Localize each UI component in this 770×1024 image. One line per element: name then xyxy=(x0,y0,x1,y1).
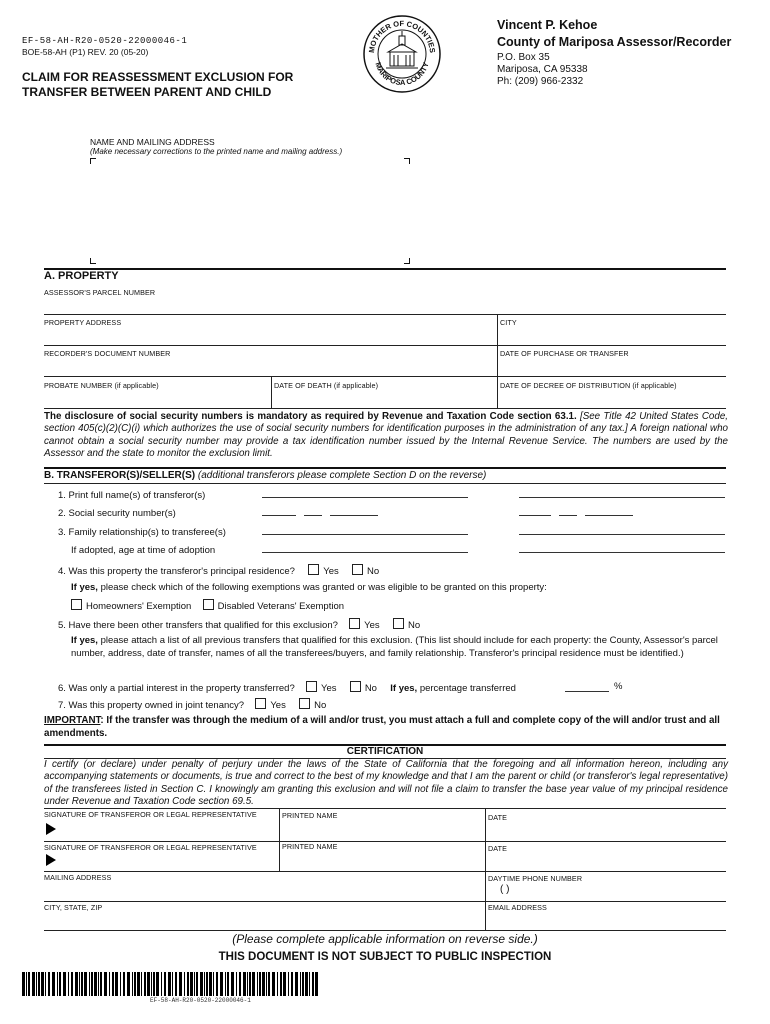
veterans-exemption-label: Disabled Veterans' Exemption xyxy=(217,601,345,612)
daytime-phone-field[interactable] xyxy=(500,884,726,900)
ssn-field-1c[interactable] xyxy=(330,515,378,516)
recorder-document-field[interactable] xyxy=(44,358,496,375)
important-notice xyxy=(44,715,730,740)
relationship-field-1[interactable] xyxy=(262,534,468,535)
city-label: CITY xyxy=(500,318,517,327)
date-death-field[interactable] xyxy=(274,390,496,407)
q4-if-yes: If yes, xyxy=(71,582,98,593)
q7-yes-checkbox[interactable] xyxy=(255,698,266,709)
city-state-zip-label: CITY, STATE, ZIP xyxy=(44,903,103,912)
certification-text: I certify (or declare) under penalty of perjury under the laws of the State of California that the foregoing and all information hereon, including any accompanying statements or documents, is true and correct to the best of my knowledge and that I am the parent or child (or transferor's legal representative) of the transferees listed in Section C. I knowingly am granting this exclusion and will not file a claim to transfer the base year value of my principal residence under Revenue and Taxation Code section 69.5. xyxy=(44,759,728,808)
printed-name-1-field[interactable] xyxy=(282,821,482,840)
form-revision: BOE-58-AH (P1) REV. 20 (05-20) xyxy=(22,47,149,57)
mailing-address-field-label: MAILING ADDRESS xyxy=(44,873,112,882)
question-4-followup xyxy=(71,582,547,593)
mailing-address-label: NAME AND MAILING ADDRESS xyxy=(90,137,215,147)
q5-yes-checkbox[interactable] xyxy=(349,618,360,629)
question-3: 3. Family relationship(s) to transferee(s) xyxy=(58,527,226,538)
q6-no-label: No xyxy=(364,683,377,694)
question-5-row xyxy=(58,618,420,631)
office-address-line1: P.O. Box 35 xyxy=(497,52,550,63)
recorder-document-label: RECORDER'S DOCUMENT NUMBER xyxy=(44,349,171,358)
ssn-disclosure-bold: The disclosure of social security numbers is mandatory as required by Revenue and Taxation Code section 63.1. xyxy=(44,411,577,422)
signature-1-field[interactable] xyxy=(60,820,276,840)
printed-name-2-field[interactable] xyxy=(282,852,482,870)
date-1-field[interactable] xyxy=(488,822,726,840)
form-title-line1: CLAIM FOR REASSESSMENT EXCLUSION FOR xyxy=(22,70,294,84)
parcel-number-field[interactable] xyxy=(44,296,726,314)
question-2: 2. Social security number(s) xyxy=(58,508,176,519)
certification-title: CERTIFICATION xyxy=(346,746,424,757)
signature-2-label: SIGNATURE OF TRANSFEROR OR LEGAL REPRESENTATIVE xyxy=(44,843,257,852)
question-5-followup xyxy=(71,635,735,660)
percent-sign: % xyxy=(614,681,623,692)
signature-2-arrow-icon xyxy=(46,854,56,866)
email-address-label: EMAIL ADDRESS xyxy=(488,903,547,912)
question-3-adopted: If adopted, age at time of adoption xyxy=(71,545,216,556)
important-text: : If the transfer was through the medium of a will and/or trust, you must attach a full and complete copy of the will and/or trust and all amendments. xyxy=(44,715,720,739)
mailing-address-field[interactable] xyxy=(44,882,482,900)
adoption-age-field-1[interactable] xyxy=(262,552,468,553)
q6-no-checkbox[interactable] xyxy=(350,681,361,692)
form-code: EF-58-AH-R20-0520-22000046-1 xyxy=(22,36,188,46)
date-death-label: DATE OF DEATH (if applicable) xyxy=(274,381,379,390)
city-field[interactable] xyxy=(500,327,726,344)
mailing-address-area[interactable] xyxy=(90,158,410,264)
q7-yes-label: Yes xyxy=(270,700,286,711)
question-4: 4. Was this property the transferor's principal residence? xyxy=(58,566,295,577)
section-b-title-text: B. TRANSFEROR(S)/SELLER(S) xyxy=(44,470,196,481)
probate-number-label: PROBATE NUMBER (if applicable) xyxy=(44,381,159,390)
question-1: 1. Print full name(s) of transferor(s) xyxy=(58,490,206,501)
ssn-field-1a[interactable] xyxy=(262,515,296,516)
q7-no-checkbox[interactable] xyxy=(299,698,310,709)
q5-no-label: No xyxy=(407,620,421,631)
barcode xyxy=(22,972,322,998)
homeowners-exemption-checkbox[interactable] xyxy=(71,599,82,610)
question-7: 7. Was this property owned in joint tenancy? xyxy=(58,700,245,711)
mailing-address-note: (Make necessary corrections to the printed name and mailing address.) xyxy=(90,147,343,156)
form-title-line2: TRANSFER BETWEEN PARENT AND CHILD xyxy=(22,85,272,99)
question-4-row xyxy=(58,564,379,577)
section-b-title-note: (additional transferors please complete Section D on the reverse) xyxy=(195,470,487,481)
phone-parens: ( ) xyxy=(500,884,510,895)
veterans-exemption-checkbox[interactable] xyxy=(203,599,214,610)
seal-bottom-text: MARIPOSA COUNTY xyxy=(373,61,431,88)
question-6: 6. Was only a partial interest in the property transferred? xyxy=(58,683,295,694)
q4-yes-label: Yes xyxy=(323,566,339,577)
ssn-field-2b[interactable] xyxy=(559,515,577,516)
percentage-field[interactable] xyxy=(565,691,609,692)
date-decree-label: DATE OF DECREE OF DISTRIBUTION (if applicable) xyxy=(500,381,677,390)
transferor-name-field-2[interactable] xyxy=(519,497,725,498)
ssn-field-2c[interactable] xyxy=(585,515,633,516)
transferor-name-field-1[interactable] xyxy=(262,497,468,498)
ssn-disclosure-text: [See Title 42 United States Code, section 405(c)(2)(C)(i) which authorizes the use of social security numbers for identification purposes in the administration of any tax.] A foreign national who cannot obtain a social security number may provide a tax identification number issued by the Internal Revenue Service. The numbers are used by the Assessor and the state to monitor the exclusion limit. xyxy=(44,411,728,459)
q4-no-label: No xyxy=(367,566,380,577)
date-purchase-field[interactable] xyxy=(500,358,726,375)
question-6-row xyxy=(58,681,516,694)
important-label: IMPORTANT xyxy=(44,715,101,726)
q5-if-yes: If yes, xyxy=(71,635,98,646)
office-phone: Ph: (209) 966-2332 xyxy=(497,76,584,87)
property-address-label: PROPERTY ADDRESS xyxy=(44,318,122,327)
email-address-field[interactable] xyxy=(488,912,726,929)
section-a-title: A. PROPERTY xyxy=(44,270,119,282)
q6-yes-checkbox[interactable] xyxy=(306,681,317,692)
question-7-row xyxy=(58,698,326,711)
barcode-text: EF-58-AH-R20-0520-22000046-1 xyxy=(150,997,251,1004)
q5-yes-label: Yes xyxy=(364,620,380,631)
assessor-office: County of Mariposa Assessor/Recorder xyxy=(497,35,732,49)
seal-top-text: MOTHER OF COUNTIES xyxy=(366,18,438,54)
exemption-options xyxy=(71,599,344,612)
city-state-zip-field[interactable] xyxy=(44,912,482,929)
ssn-field-1b[interactable] xyxy=(304,515,322,516)
date-purchase-label: DATE OF PURCHASE OR TRANSFER xyxy=(500,349,629,358)
date-1-label: DATE xyxy=(488,813,508,822)
printed-name-1-label: PRINTED NAME xyxy=(282,811,338,820)
date-2-label: DATE xyxy=(488,844,508,853)
ssn-disclosure xyxy=(44,411,728,460)
printed-name-2-label: PRINTED NAME xyxy=(282,842,338,851)
q4-yes-checkbox[interactable] xyxy=(308,564,319,575)
q5-if-yes-text: please attach a list of all previous transfers that qualified for this exclusion. (This list should include for each property: the County, Assessor's parcel number, address, date of transfer, names of all the transferees/buyers, and family relationship. Transferor's principal residence must be identified.) xyxy=(71,635,718,659)
assessor-name: Vincent P. Kehoe xyxy=(497,18,598,32)
question-5: 5. Have there been other transfers that qualified for this exclusion? xyxy=(58,620,338,631)
public-inspection-notice: THIS DOCUMENT IS NOT SUBJECT TO PUBLIC INSPECTION xyxy=(218,951,552,963)
date-2-field[interactable] xyxy=(488,854,726,870)
homeowners-exemption-label: Homeowners' Exemption xyxy=(86,601,192,612)
signature-1-arrow-icon xyxy=(46,823,56,835)
ssn-field-2a[interactable] xyxy=(519,515,551,516)
q7-no-label: No xyxy=(314,700,327,711)
office-address-line2: Mariposa, CA 95338 xyxy=(497,64,588,75)
signature-1-label: SIGNATURE OF TRANSFEROR OR LEGAL REPRESENTATIVE xyxy=(44,810,257,819)
q4-no-checkbox[interactable] xyxy=(352,564,363,575)
q6-yes-label: Yes xyxy=(321,683,337,694)
parcel-number-label: ASSESSOR'S PARCEL NUMBER xyxy=(44,288,156,297)
section-b-title xyxy=(44,470,486,481)
reverse-side-note: (Please complete applicable information on reverse side.) xyxy=(232,932,538,946)
county-seal xyxy=(362,14,442,94)
q6-if-yes: If yes, xyxy=(390,683,418,694)
q6-if-yes-text: percentage transferred xyxy=(417,683,516,694)
q5-no-checkbox[interactable] xyxy=(393,618,404,629)
adoption-age-field-2[interactable] xyxy=(519,552,725,553)
property-address-field[interactable] xyxy=(44,327,496,344)
signature-2-field[interactable] xyxy=(60,852,276,870)
date-decree-field[interactable] xyxy=(500,390,726,407)
svg-text:MARIPOSA COUNTY xyxy=(373,61,430,87)
daytime-phone-label: DAYTIME PHONE NUMBER xyxy=(488,874,583,883)
relationship-field-2[interactable] xyxy=(519,534,725,535)
probate-number-field[interactable] xyxy=(44,390,270,407)
q4-if-yes-text: please check which of the following exemptions was granted or was eligible to be granted on this property: xyxy=(97,582,547,593)
